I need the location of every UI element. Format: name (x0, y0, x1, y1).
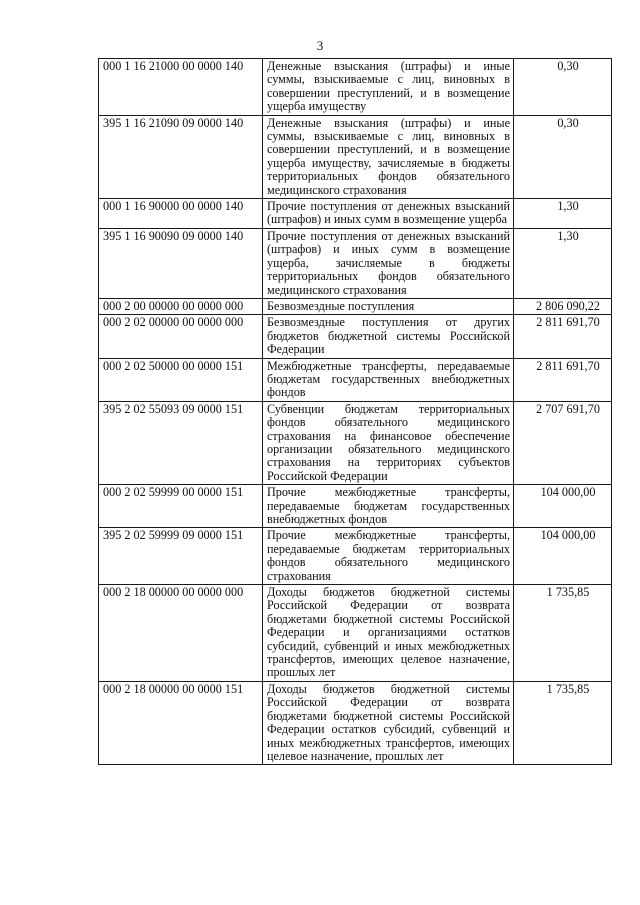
amount-value: 2 806 090,22 (514, 298, 612, 314)
revenue-name: Прочие поступления от денежных взысканий (штрафов) и иных сумм в возмещение ущерба, зачисляемые в бюджеты территориальных фондов обязательного медицинского страхования (263, 228, 514, 298)
amount-value: 0,30 (514, 59, 612, 116)
table-row (99, 228, 612, 298)
revenue-name: Субвенции бюджетам территориальных фондов обязательного медицинского страхования на финансовое обеспечение организации обязательного медицинского страхования на территориях субъектов Российской Федерации (263, 401, 514, 484)
budget-classification-code: 000 1 16 90000 00 0000 140 (99, 199, 263, 229)
amount-value: 104 000,00 (514, 528, 612, 585)
table-body (99, 59, 612, 765)
table-row (99, 298, 612, 314)
budget-classification-code: 000 2 00 00000 00 0000 000 (99, 298, 263, 314)
table-row (99, 199, 612, 229)
table-row (99, 401, 612, 484)
budget-revenue-table (98, 58, 612, 765)
table-row (99, 528, 612, 585)
budget-classification-code: 000 2 18 00000 00 0000 151 (99, 681, 263, 764)
amount-value: 1,30 (514, 199, 612, 229)
table-row (99, 585, 612, 682)
budget-classification-code: 395 2 02 55093 09 0000 151 (99, 401, 263, 484)
revenue-name: Прочие поступления от денежных взысканий (штрафов) и иных сумм в возмещение ущерба (263, 199, 514, 229)
revenue-name: Межбюджетные трансферты, передаваемые бюджетам государственных внебюджетных фондов (263, 358, 514, 401)
budget-classification-code: 395 2 02 59999 09 0000 151 (99, 528, 263, 585)
revenue-name: Прочие межбюджетные трансферты, передаваемые бюджетам государственных внебюджетных фондов (263, 485, 514, 528)
page-number: 3 (316, 38, 324, 53)
budget-classification-code: 000 1 16 21000 00 0000 140 (99, 59, 263, 116)
amount-value: 2 707 691,70 (514, 401, 612, 484)
budget-classification-code: 000 2 02 59999 00 0000 151 (99, 485, 263, 528)
revenue-name: Безвозмездные поступления от других бюджетов бюджетной системы Российской Федерации (263, 315, 514, 358)
amount-value: 0,30 (514, 115, 612, 198)
table-row (99, 315, 612, 358)
amount-value: 2 811 691,70 (514, 358, 612, 401)
revenue-name: Прочие межбюджетные трансферты, передаваемые бюджетам территориальных фондов обязательного медицинского страхования (263, 528, 514, 585)
table-row (99, 485, 612, 528)
budget-classification-code: 000 2 02 50000 00 0000 151 (99, 358, 263, 401)
table-row (99, 681, 612, 764)
amount-value: 2 811 691,70 (514, 315, 612, 358)
revenue-name: Доходы бюджетов бюджетной системы Российской Федерации от возврата бюджетами бюджетной системы Российской Федерации остатков субсидий, субвенций и иных межбюджетных трансфертов, имеющих целевое назначение, прошлых лет (263, 681, 514, 764)
table-row (99, 115, 612, 198)
budget-classification-code: 000 2 18 00000 00 0000 000 (99, 585, 263, 682)
revenue-name: Денежные взыскания (штрафы) и иные суммы, взыскиваемые с лиц, виновных в совершении преступлений, и в возмещение ущерба имуществу (263, 59, 514, 116)
budget-classification-code: 000 2 02 00000 00 0000 000 (99, 315, 263, 358)
table-row (99, 358, 612, 401)
revenue-name: Доходы бюджетов бюджетной системы Российской Федерации от возврата бюджетами бюджетной системы Российской Федерации и организациями остатков субсидий, субвенций и иных межбюджетных трансфертов, имеющих целевое назначение, прошлых лет (263, 585, 514, 682)
revenue-name: Безвозмездные поступления (263, 298, 514, 314)
budget-classification-code: 395 1 16 21090 09 0000 140 (99, 115, 263, 198)
table-row (99, 59, 612, 116)
amount-value: 1 735,85 (514, 681, 612, 764)
amount-value: 1 735,85 (514, 585, 612, 682)
budget-classification-code: 395 1 16 90090 09 0000 140 (99, 228, 263, 298)
amount-value: 1,30 (514, 228, 612, 298)
revenue-name: Денежные взыскания (штрафы) и иные суммы, взыскиваемые с лиц, виновных в совершении преступлений, и в возмещение ущерба имуществу, зачисляемые в бюджеты территориальных фондов обязательного медицинского страхования (263, 115, 514, 198)
amount-value: 104 000,00 (514, 485, 612, 528)
